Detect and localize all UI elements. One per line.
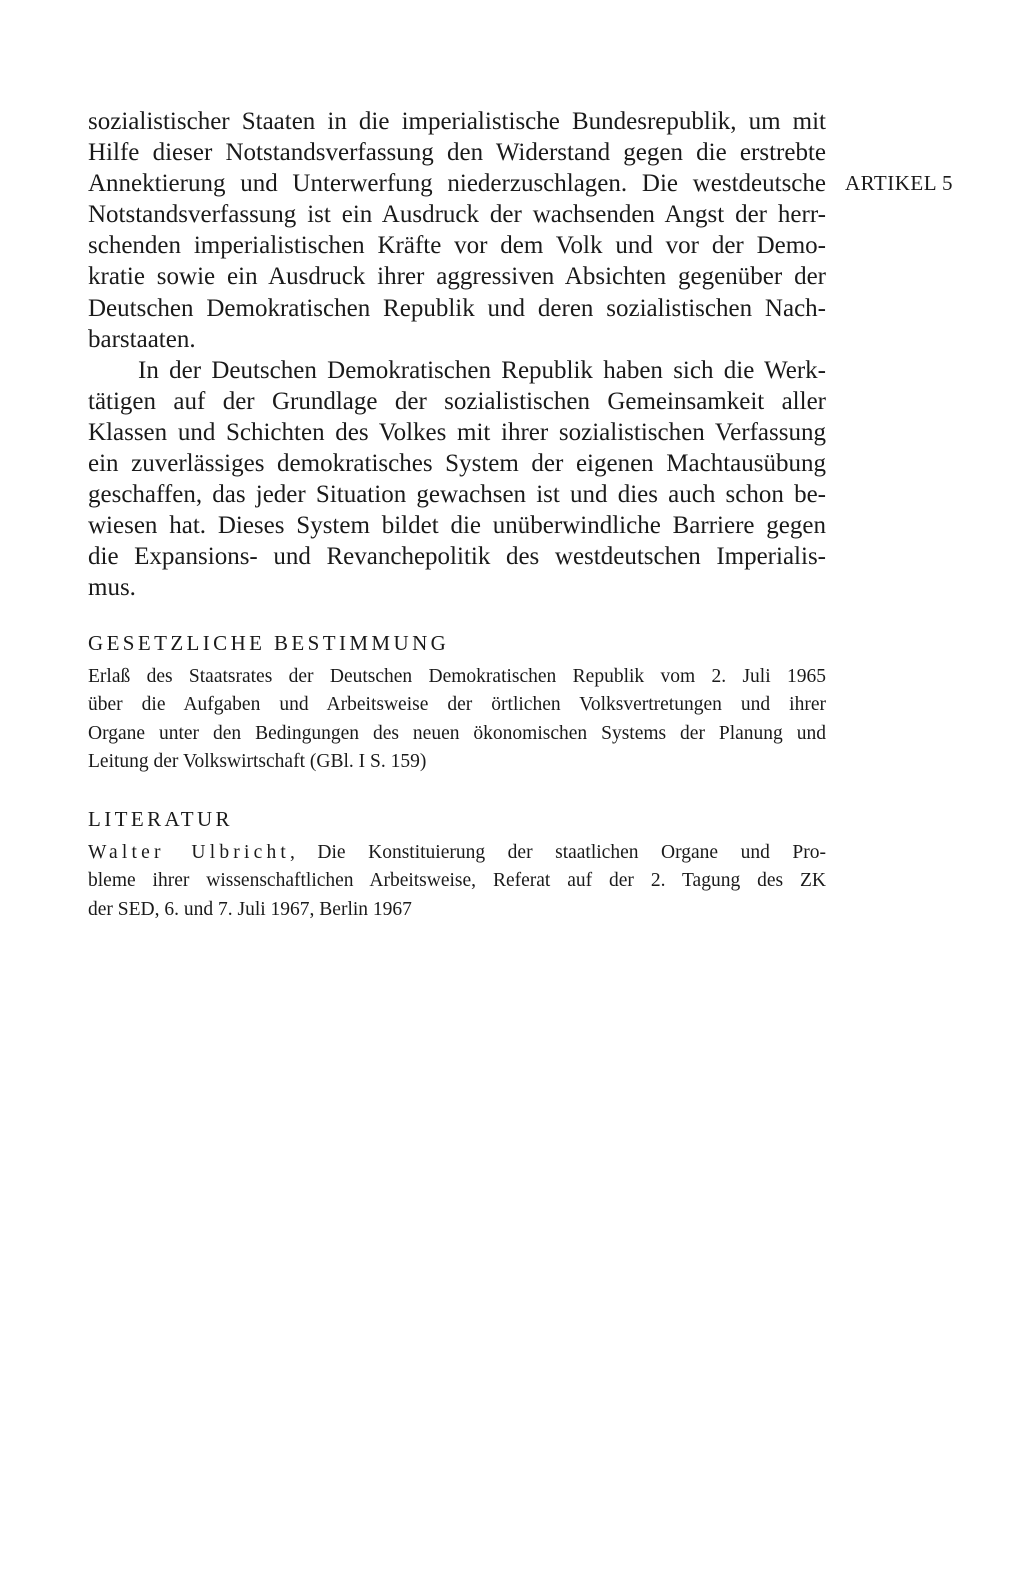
text-line: sozialistischer Staaten in die imperialistische Bundesrepublik, um mit bbox=[88, 108, 826, 135]
text-line: Hilfe dieser Notstandsverfassung den Widerstand gegen die erstrebte bbox=[88, 139, 826, 167]
paragraph-2 bbox=[88, 355, 826, 604]
literature-section bbox=[88, 806, 826, 924]
literature-line: bleme ihrer wissenschaftlichen Arbeitsweise, Referat auf der 2. Tagung des ZK bbox=[88, 870, 826, 892]
section-heading-legal: GESETZLICHE BESTIMMUNG bbox=[88, 631, 450, 655]
text-line: mus. bbox=[88, 574, 136, 602]
author-name: Walter Ulbricht bbox=[88, 842, 291, 863]
text-line: In der Deutschen Demokratischen Republik haben sich die Werk- bbox=[138, 356, 826, 384]
text-line: schenden imperialistischen Kräfte vor dem Volk und vor der Demo- bbox=[88, 232, 826, 260]
text-line: kratie sowie ein Ausdruck ihrer aggressiven Absichten gegenüber der bbox=[88, 263, 826, 291]
margin-note-article: ARTIKEL 5 bbox=[845, 171, 954, 195]
literature-title-start: , Die Konstituierung der staatlichen Organe und Pro- bbox=[290, 842, 826, 863]
body-text bbox=[88, 106, 826, 604]
legal-line: Organe unter den Bedingungen des neuen ökonomischen Systems der Planung und bbox=[88, 722, 826, 744]
text-line: tätigen auf der Grundlage der sozialistischen Gemeinsamkeit aller bbox=[88, 387, 826, 415]
paragraph-1 bbox=[88, 106, 826, 355]
literature-line bbox=[88, 839, 826, 867]
text-line: geschaffen, das jeder Situation gewachsen ist und dies auch schon be- bbox=[88, 481, 826, 509]
text-line: Notstandsverfassung ist ein Ausdruck der wachsenden Angst der herr- bbox=[88, 201, 826, 229]
text-line: Klassen und Schichten des Volkes mit ihrer sozialistischen Verfassung bbox=[88, 418, 826, 446]
legal-line: über die Aufgaben und Arbeitsweise der örtlichen Volksvertretungen und ihrer bbox=[88, 694, 826, 716]
text-line: Annektierung und Unterwerfung niederzuschlagen. Die westdeutsche bbox=[88, 170, 826, 198]
literature-line: der SED, 6. und 7. Juli 1967, Berlin 1967 bbox=[88, 898, 412, 920]
section-heading-literature: LITERATUR bbox=[88, 807, 233, 831]
text-line: Deutschen Demokratischen Republik und deren sozialistischen Nach- bbox=[88, 294, 826, 322]
legal-line: Erlaß des Staatsrates der Deutschen Demokratischen Republik vom 2. Juli 1965 bbox=[88, 666, 826, 687]
legal-section bbox=[88, 630, 826, 777]
text-line: barstaaten. bbox=[88, 325, 196, 353]
text-line: die Expansions- und Revanchepolitik des westdeutschen Imperialis- bbox=[88, 543, 826, 571]
legal-line: Leitung der Volkswirtschaft (GBl. I S. 159) bbox=[88, 751, 427, 773]
text-line: ein zuverlässiges demokratisches System der eigenen Machtausübung bbox=[88, 450, 826, 478]
text-line: wiesen hat. Dieses System bildet die unüberwindliche Barriere gegen bbox=[88, 512, 826, 540]
